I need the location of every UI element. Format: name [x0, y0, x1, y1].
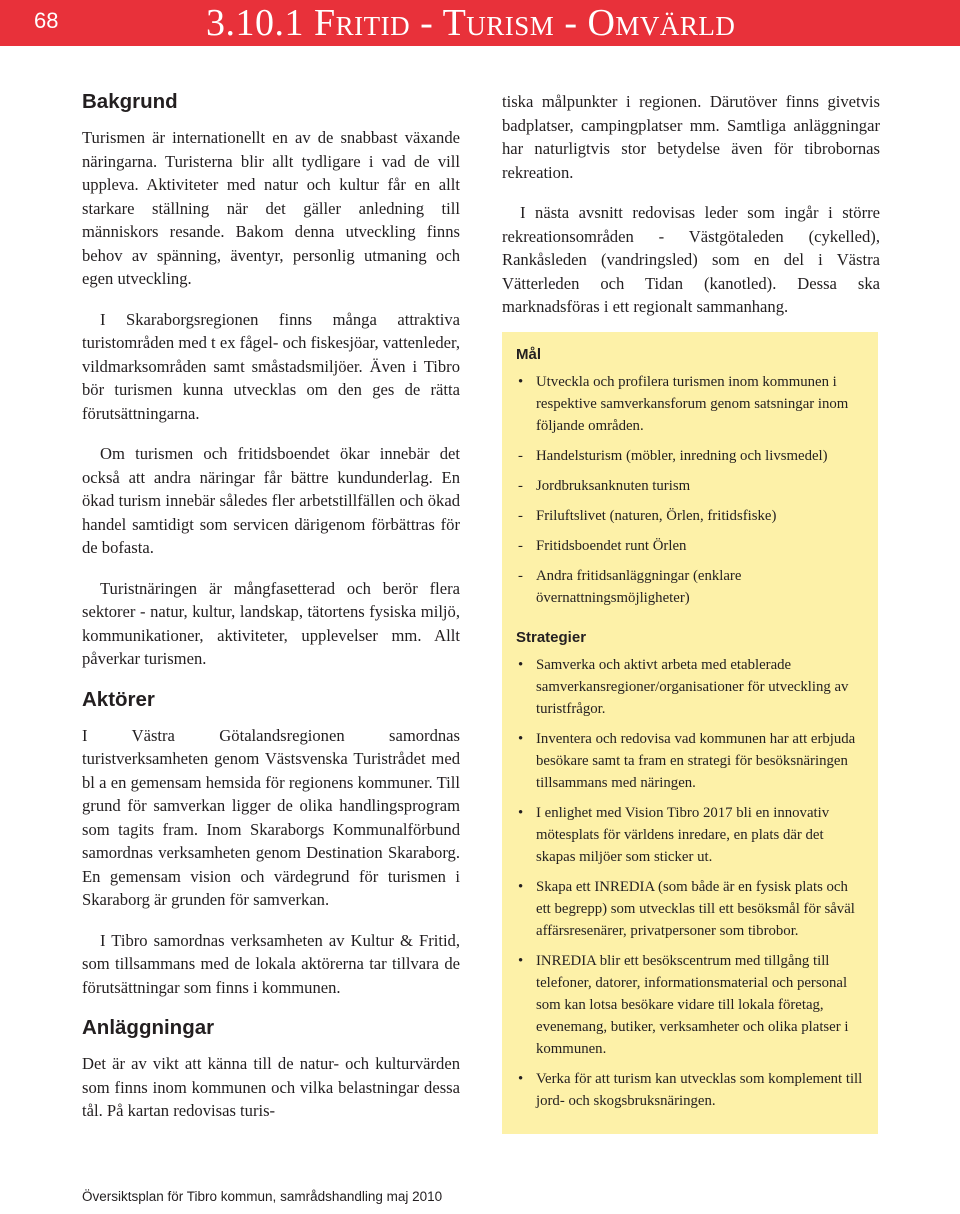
chapter-title: 3.10.1 Fritid - Turism - Omvärld — [206, 2, 736, 44]
list-item: • I enlighet med Vision Tibro 2017 bli en innovativ mötesplats för världens inredare, en plats där det skapas miljöer som sticker ut. — [516, 802, 864, 868]
aktorer-paragraph: I Tibro samordnas verksamheten av Kultur & Fritid, som tillsammans med de lokala aktörerna tar tillvara de förutsättningar som finns i kommunen. — [82, 930, 460, 997]
mal-list — [516, 371, 864, 609]
list-item: - Fritidsboendet runt Örlen — [516, 535, 864, 557]
page-footer: Översiktsplan för Tibro kommun, samrådshandling maj 2010 — [82, 1189, 443, 1204]
list-item: - Friluftslivet (naturen, Örlen, fritidsfiske) — [516, 505, 864, 527]
bakgrund-paragraph: Turismen är internationellt en av de snabbast växande näringarna. Turisterna blir allt tydligare i vad de vill uppleva. Aktiviteter med natur och kultur får en allt starkare ställning när det gäller anledning till människors resande. Bakom denna utveckling finns behov av spänning, äventyr, personlig utmaning och egen utveckling. — [82, 128, 460, 288]
dash-icon: - — [518, 448, 523, 464]
list-item: • Verka för att turism kan utvecklas som komplement till jord- och skogsbruksnäringen. — [516, 1068, 864, 1112]
leder-paragraph: I nästa avsnitt redovisas leder som ingår i större rekreationsområden - Västgötaleden (cykelled), Rankåsleden (vandringsled) som en del i Västra Vätterleden och Tidan (kanotled). Dessa ska marknadsföras i ett regionalt sammanhang. — [502, 203, 880, 316]
list-item: • Skapa ett INREDIA (som både är en fysisk plats och ett begrepp) som utvecklas till ett besöksmål för såväl affärsresenärer, privatpersoner som tibrobor. — [516, 876, 864, 942]
bakgrund-paragraph: I Skaraborgsregionen finns många attraktiva turistområden med t ex fågel- och fiskesjöar, vattenleder, vildmarksområden samt småstadsmiljöer. Även i Tibro bör turismen kunna utvecklas om den ges de rätta förutsättningarna. — [82, 309, 460, 423]
dash-icon: - — [518, 508, 523, 524]
bakgrund-heading: Bakgrund — [82, 90, 178, 113]
dash-icon: - — [518, 538, 523, 554]
list-item: • INREDIA blir ett besökscentrum med tillgång till telefoner, datorer, informationsmaterial och personal som kan lotsa besökare vidare till lokala företag, evenemang, butiker, verksamheter och olika platser i kommunen. — [516, 950, 864, 1060]
list-item: • Utveckla och profilera turismen inom kommunen i respektive samverkansforum genom satsningar inom följande områden. — [516, 371, 864, 437]
bullet-icon: • — [518, 657, 524, 673]
bullet-icon: • — [518, 1071, 524, 1087]
bakgrund-paragraph: Turistnäringen är mångfasetterad och berör flera sektorer - natur, kultur, landskap, tätortens fysiska miljö, kommunikationer, aktiviteter, upplevelser mm. Allt påverkar turismen. — [82, 578, 460, 668]
bakgrund-paragraph: Om turismen och fritidsboendet ökar innebär det också att andra näringar får bättre kundunderlag. En ökad turism innebär således fler arbetstillfällen och ökad handel samtidigt som servicen därigenom förbättras för de bofasta. — [82, 444, 460, 557]
list-item: - Jordbruksanknuten turism — [516, 475, 864, 497]
strategier-heading: Strategier — [516, 629, 587, 646]
list-item: • Samverka och aktivt arbeta med etablerade samverkansregioner/organisationer för utveckling av turistfrågor. — [516, 654, 864, 720]
list-item: - Andra fritidsanläggningar (enklare övernattningsmöjligheter) — [516, 565, 864, 609]
list-item: • Inventera och redovisa vad kommunen har att erbjuda besökare samt ta fram en strategi för besöksnäringen tillsammans med näringen. — [516, 728, 864, 794]
bullet-icon: • — [518, 731, 524, 747]
chapter-header-bar — [0, 0, 960, 46]
right-column — [502, 90, 880, 336]
anlaggningar-paragraph: Det är av vikt att känna till de natur- och kulturvärden som finns inom kommunen och vilka belastningar dessa tål. På kartan redovisas turis- — [82, 1054, 460, 1120]
bullet-icon: • — [518, 374, 524, 390]
goals-strategies-box — [502, 332, 878, 1134]
bullet-icon: • — [518, 805, 524, 821]
dash-icon: - — [518, 568, 523, 584]
list-item: - Handelsturism (möbler, inredning och livsmedel) — [516, 445, 864, 467]
page-number: 68 — [34, 8, 59, 33]
dash-icon: - — [518, 478, 523, 494]
continuation-paragraph: tiska målpunkter i regionen. Därutöver finns givetvis badplatser, campingplatser mm. Samtliga anläggningar har naturligtvis stor betydelse även för tibrobornas rekreation. — [502, 92, 880, 182]
left-column — [82, 90, 460, 1140]
aktorer-paragraph: I Västra Götalandsregionen samordnas turistverksamheten genom Västsvenska Turistrådet med bl a en gemensam hemsida för regionens kommuner. Till grund för samverkan ligger de olika handlingsprogram som tagits fram. Inom Skaraborgs Kommunalförbund samordnas verksamheten genom Destination Skaraborg. En gemensam vision och värdegrund för turismen i Skaraborg är grunden för samverkan. — [82, 725, 460, 909]
aktorer-heading: Aktörer — [82, 687, 155, 711]
bullet-icon: • — [518, 879, 524, 895]
anlaggningar-heading: Anläggningar — [82, 1016, 215, 1039]
bullet-icon: • — [518, 953, 524, 969]
mal-heading: Mål — [516, 346, 542, 363]
strategier-list — [516, 654, 864, 1112]
